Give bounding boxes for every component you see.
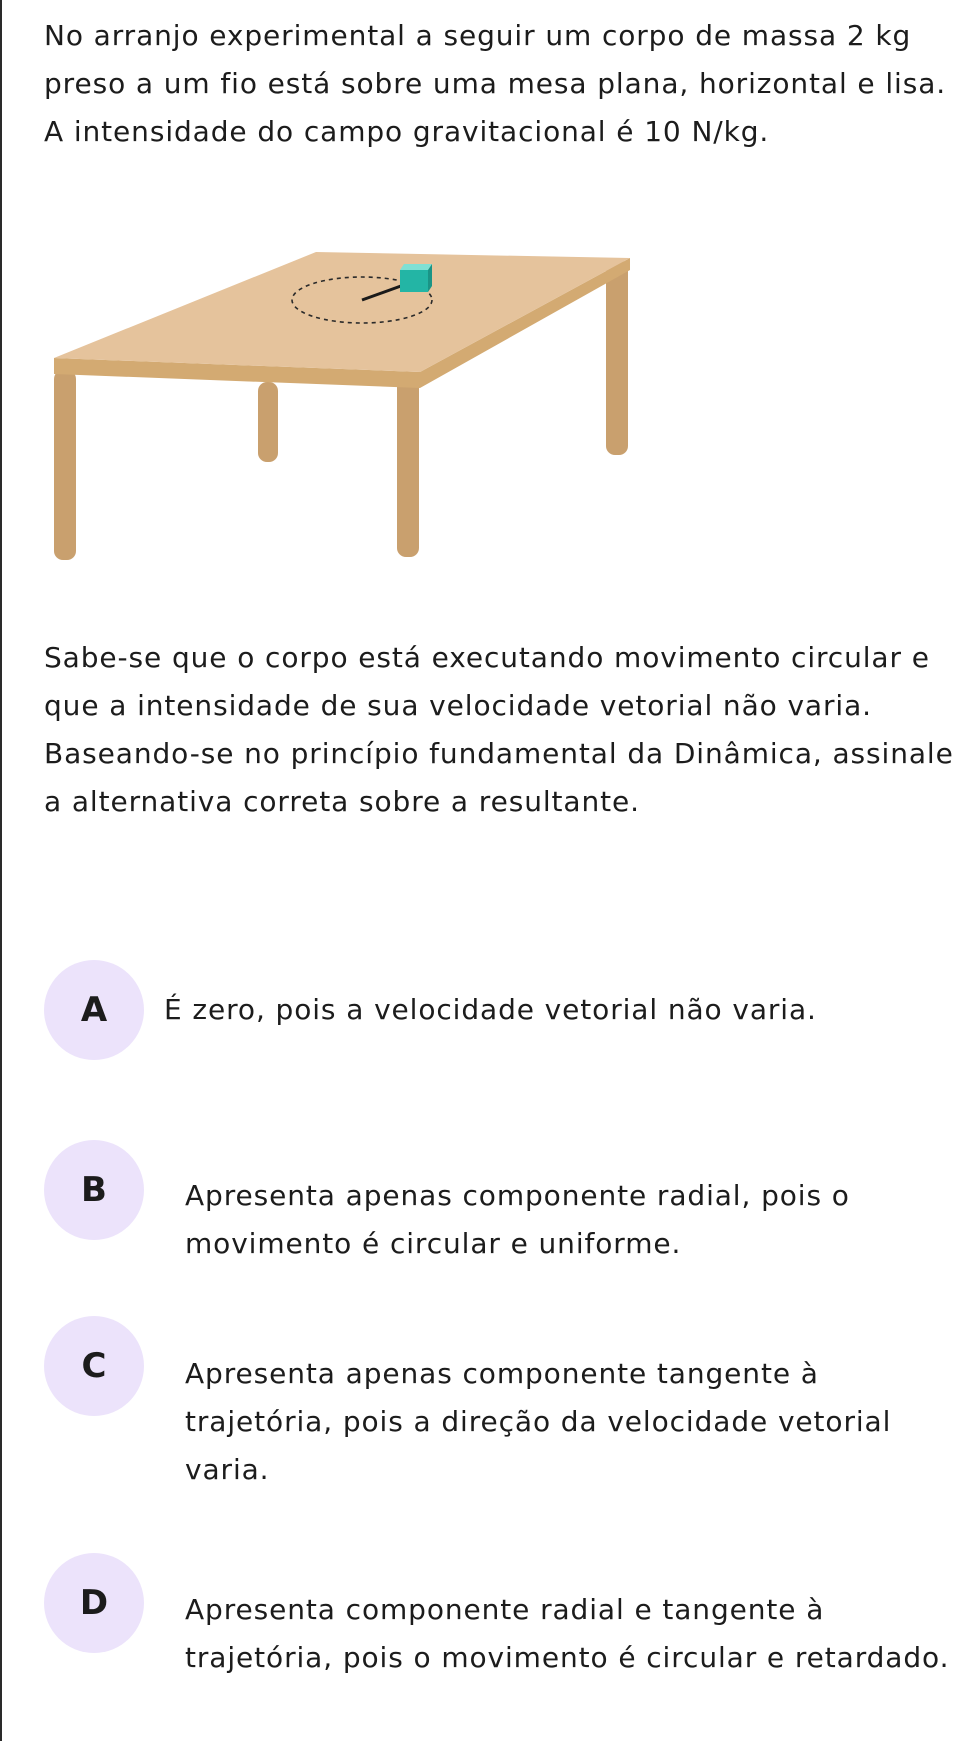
option-d[interactable]: [44, 1553, 959, 1723]
option-b-badge[interactable]: B: [44, 1140, 144, 1240]
mass-block: [400, 264, 432, 292]
option-a[interactable]: [44, 960, 959, 1060]
left-border: [0, 0, 2, 1741]
option-c-text: Apresenta apenas componente tangente à trajetória, pois a direção da velocidade vetorial varia.: [185, 1357, 892, 1486]
question-intro: No arranjo experimental a seguir um corpo de massa 2 kg preso a um fio está sobre uma mesa plana, horizontal e lisa. A intensidade do campo gravitacional é 10 N/kg.: [44, 19, 947, 148]
table-leg-front-right: [397, 372, 419, 557]
option-a-badge[interactable]: A: [44, 960, 144, 1060]
option-b-text: Apresenta apenas componente radial, pois o movimento é circular e uniforme.: [185, 1179, 850, 1260]
option-d-badge[interactable]: D: [44, 1553, 144, 1653]
table-figure: [44, 240, 644, 590]
option-d-text: Apresenta componente radial e tangente à trajetória, pois o movimento é circular e retardado.: [185, 1593, 950, 1674]
question-context: Sabe-se que o corpo está executando movimento circular e que a intensidade de sua velocidade vetorial não varia. Baseando-se no princípio fundamental da Dinâmica, assinale a alternativa correta sobre a resultante.: [44, 641, 954, 818]
table-leg-back-right: [606, 260, 628, 455]
option-b[interactable]: [44, 1140, 959, 1260]
option-a-text: É zero, pois a velocidade vetorial não varia.: [164, 993, 817, 1026]
table-leg-back-left: [258, 382, 278, 462]
option-c-badge[interactable]: C: [44, 1316, 144, 1416]
table-diagram-icon: [44, 240, 644, 590]
option-c[interactable]: [44, 1316, 959, 1486]
table-leg-front-left: [54, 370, 76, 560]
